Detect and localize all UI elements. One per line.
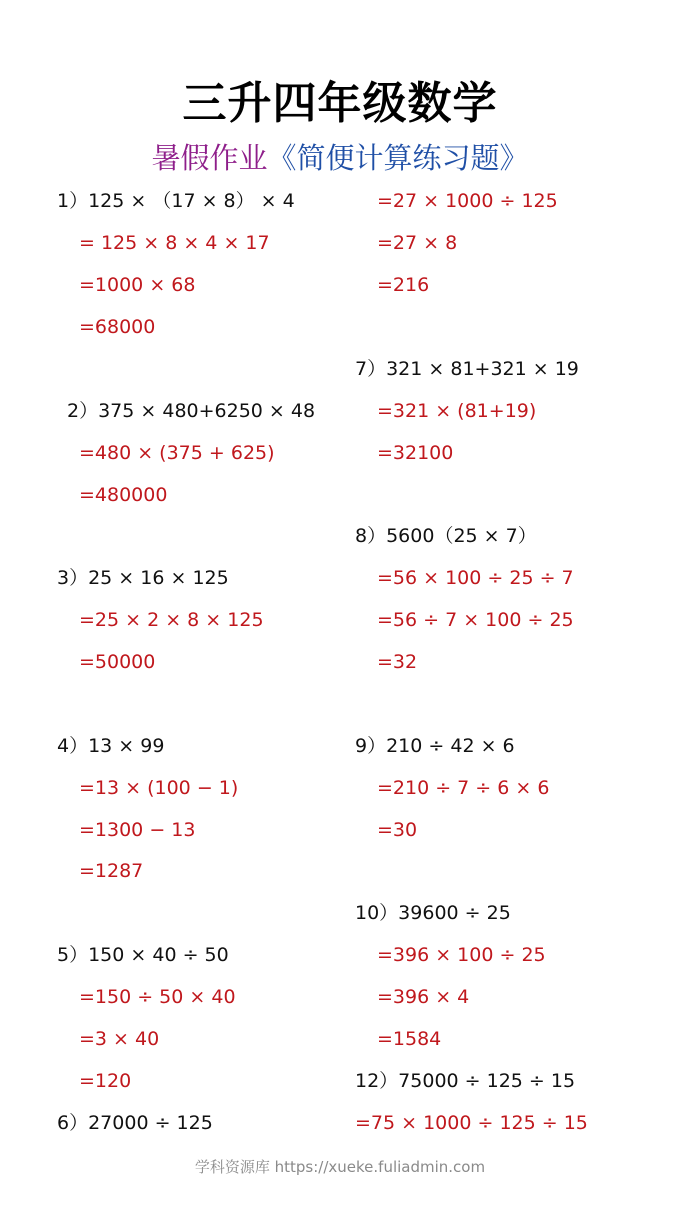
step: =210 ÷ 7 ÷ 6 × 6 [377, 777, 550, 799]
problem-4: 4）13 × 99 [57, 735, 165, 757]
problem-7: 7）321 × 81+321 × 19 [355, 358, 579, 380]
problem-2: 2）375 × 480+6250 × 48 [67, 400, 316, 422]
step: =396 × 100 ÷ 25 [377, 944, 546, 966]
step: =1300 − 13 [79, 819, 196, 841]
problem-1: 1）125 × （17 × 8） × 4 [57, 190, 295, 212]
step: =120 [79, 1070, 132, 1092]
step: =480 × (375 + 625) [79, 442, 275, 464]
problem-8: 8）5600（25 × 7） [355, 525, 537, 547]
step: =50000 [79, 651, 156, 673]
subtitle-part-b: 《简便计算练习题》 [267, 141, 529, 175]
step: =56 × 100 ÷ 25 ÷ 7 [377, 567, 574, 589]
problem-10: 10）39600 ÷ 25 [355, 902, 511, 924]
step: =396 × 4 [377, 986, 470, 1008]
step: =1000 × 68 [79, 274, 196, 296]
problem-3: 3）25 × 16 × 125 [57, 567, 229, 589]
step: =1584 [377, 1028, 442, 1050]
step: =321 × (81+19) [377, 400, 537, 422]
step: =3 × 40 [79, 1028, 160, 1050]
step: =1287 [79, 860, 144, 882]
step: =27 × 1000 ÷ 125 [377, 190, 558, 212]
problem-9: 9）210 ÷ 42 × 6 [355, 735, 515, 757]
problem-6: 6）27000 ÷ 125 [57, 1112, 213, 1134]
page-subtitle [0, 138, 680, 178]
step: =56 ÷ 7 × 100 ÷ 25 [377, 609, 574, 631]
step: =27 × 8 [377, 232, 458, 254]
page-title: 三升四年级数学 [182, 78, 498, 129]
step: =68000 [79, 316, 156, 338]
step: =13 × (100 − 1) [79, 777, 239, 799]
subtitle-part-a: 暑假作业 [151, 141, 268, 175]
step: =480000 [79, 484, 168, 506]
step: =32 [377, 651, 418, 673]
step: =150 ÷ 50 × 40 [79, 986, 236, 1008]
footer-source-link[interactable]: 学科资源库 https://xueke.fuliadmin.com [194, 1158, 486, 1176]
problem-12: 12）75000 ÷ 125 ÷ 15 [355, 1070, 576, 1092]
step: =32100 [377, 442, 454, 464]
step: =216 [377, 274, 430, 296]
step: =75 × 1000 ÷ 125 ÷ 15 [355, 1112, 588, 1134]
step: =25 × 2 × 8 × 125 [79, 609, 264, 631]
step: =30 [377, 819, 418, 841]
step: = 125 × 8 × 4 × 17 [79, 232, 270, 254]
problem-5: 5）150 × 40 ÷ 50 [57, 944, 229, 966]
